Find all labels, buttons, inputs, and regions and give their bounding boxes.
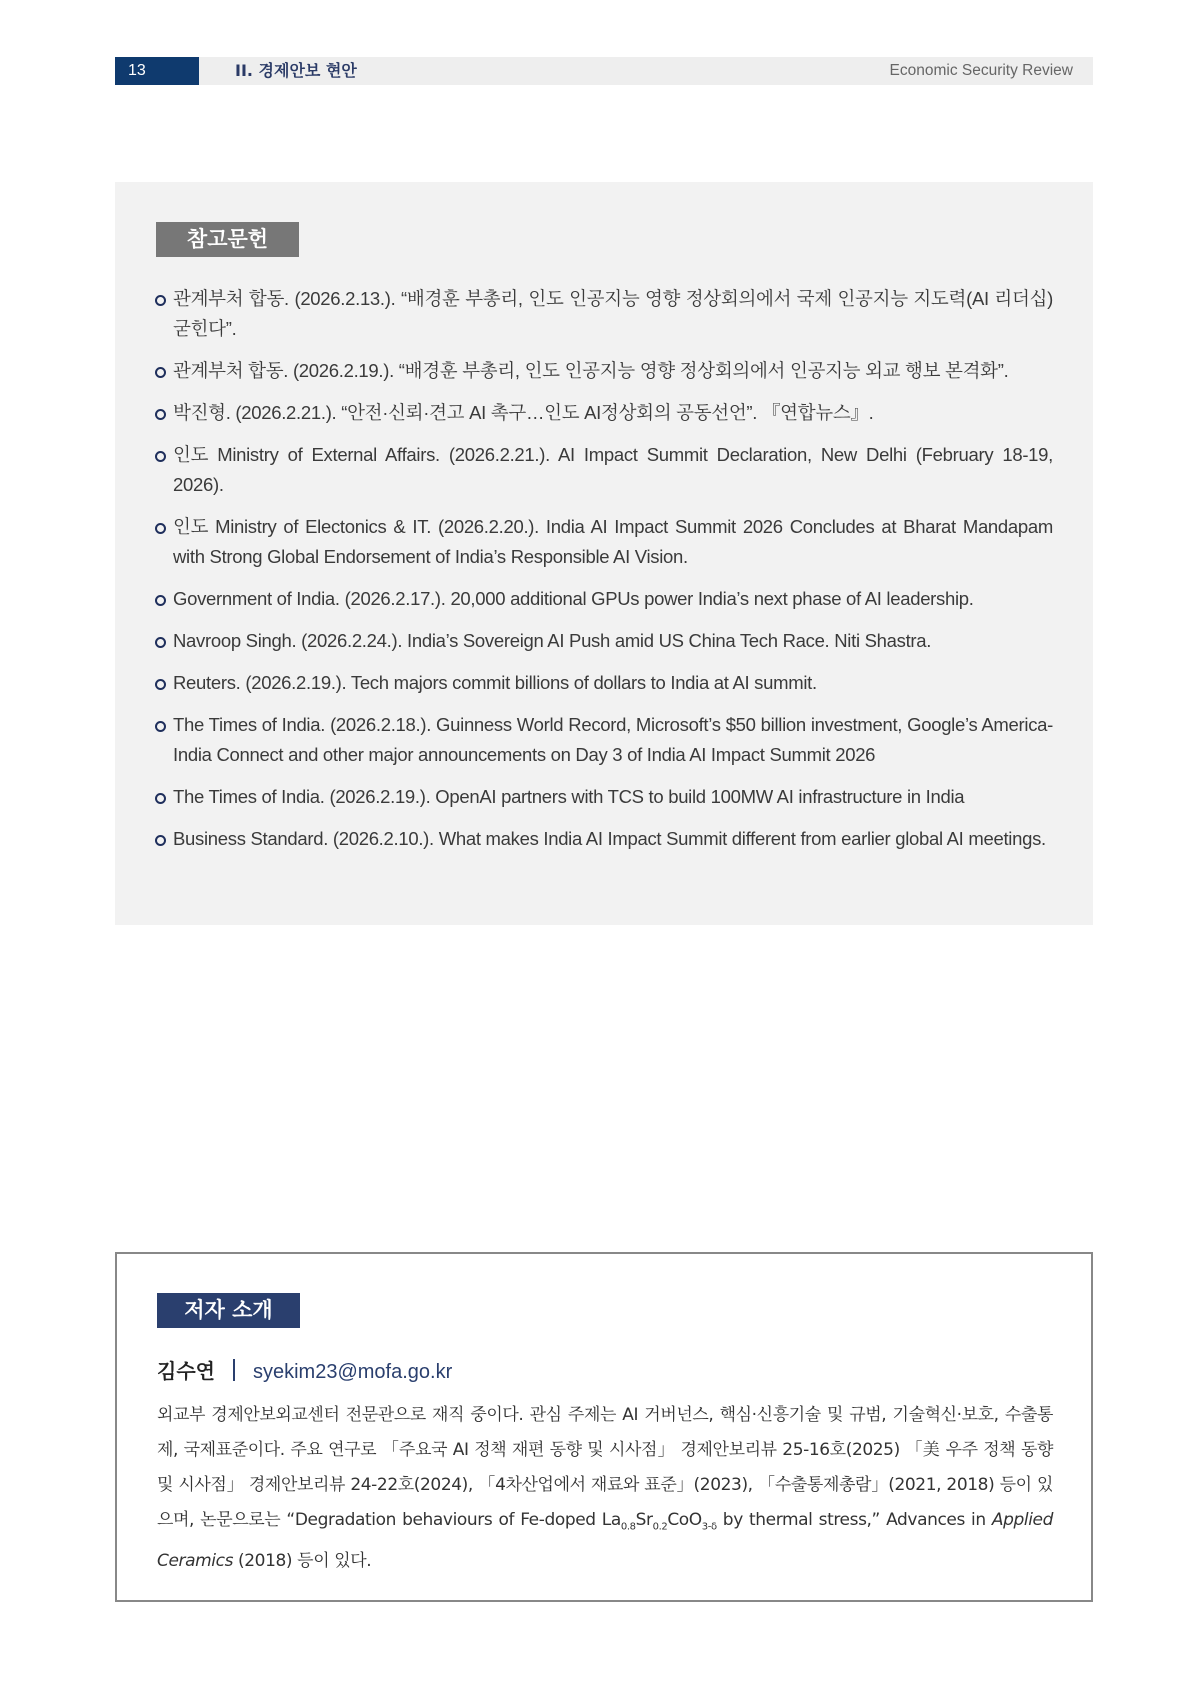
reference-item (155, 398, 1053, 428)
reference-item (155, 284, 1053, 344)
bio-text: (2018) 등이 있다. (233, 1551, 372, 1572)
reference-item (155, 440, 1053, 500)
circle-bullet-icon (155, 409, 166, 420)
reference-text: 관계부처 합동. (2026.2.19.). “배경훈 부총리, 인도 인공지능 영향 정상회의에서 인공지능 외교 행보 본격화”. (173, 360, 1009, 381)
bio-text: Sr (635, 1510, 653, 1530)
author-heading: 저자 소개 (157, 1293, 300, 1328)
references-section (115, 182, 1093, 925)
section-title: II. 경제안보 현안 (235, 61, 357, 80)
author-email-link[interactable]: syekim23@mofa.go.kr (252, 1361, 453, 1383)
reference-item (155, 626, 1053, 656)
reference-text: Reuters. (2026.2.19.). Tech majors commit billions of dollars to India at AI summit. (173, 672, 817, 693)
circle-bullet-icon (155, 679, 166, 690)
reference-text: The Times of India. (2026.2.18.). Guinness World Record, Microsoft’s $50 billion investment, Google’s America-India Connect and other major announcements on Day 3 of India AI Impact Summit 2026 (173, 714, 1053, 765)
bio-subscript: 3-δ (701, 1521, 717, 1533)
bio-subscript: 0.8 (620, 1521, 636, 1533)
circle-bullet-icon (155, 637, 166, 648)
circle-bullet-icon (155, 835, 166, 846)
bio-subscript: 0.2 (652, 1521, 668, 1533)
references-list (155, 284, 1053, 866)
journal-name: Economic Security Review (889, 62, 1073, 79)
reference-text: Business Standard. (2026.2.10.). What makes India AI Impact Summit different from earlier global AI meetings. (173, 828, 1046, 849)
circle-bullet-icon (155, 793, 166, 804)
reference-text: The Times of India. (2026.2.19.). OpenAI partners with TCS to build 100MW AI infrastructure in India (173, 786, 965, 807)
divider (233, 1359, 235, 1381)
author-bio (157, 1398, 1053, 1579)
reference-text: 인도 Ministry of External Affairs. (2026.2.21.). AI Impact Summit Declaration, New Delhi (February 18-19, 2026). (173, 444, 1053, 495)
circle-bullet-icon (155, 595, 166, 606)
circle-bullet-icon (155, 523, 166, 534)
reference-item (155, 584, 1053, 614)
author-contact (157, 1356, 452, 1387)
circle-bullet-icon (155, 367, 166, 378)
reference-item (155, 668, 1053, 698)
circle-bullet-icon (155, 295, 166, 306)
reference-text: Navroop Singh. (2026.2.24.). India’s Sovereign AI Push amid US China Tech Race. Niti Shastra. (173, 630, 932, 651)
reference-item (155, 356, 1053, 386)
reference-text: 박진형. (2026.2.21.). “안전·신뢰·견고 AI 촉구…인도 AI정상회의 공동선언”. 『연합뉴스』. (173, 402, 874, 423)
references-heading: 참고문헌 (156, 222, 299, 257)
reference-text: 인도 Ministry of Electonics & IT. (2026.2.20.). India AI Impact Summit 2026 Concludes at Bharat Mandapam with Strong Global Endorsement of India’s Responsible AI Vision. (173, 516, 1053, 567)
reference-item (155, 824, 1053, 854)
reference-item (155, 710, 1053, 770)
bio-text: CoO (667, 1510, 702, 1530)
bio-text: by thermal stress,” Advances in (716, 1510, 992, 1530)
page-number: 13 (115, 57, 199, 85)
circle-bullet-icon (155, 721, 166, 732)
author-section (115, 1252, 1093, 1602)
bio-text: 외교부 경제안보외교센터 전문관으로 재직 중이다. 관심 주제는 AI 거버넌스, 핵심·신흥기술 및 규범, 기술혁신·보호, 수출통제, 국제표준이다. 주요 연구로 「주요국 AI 정책 재편 동향 및 시사점」 경제안보리뷰 25-16호(2025) 「美 우주 정책 동향 및 시사점」 경제안보리뷰 24-22호(2024), 「4차산업에서 재료와 표준」(2023), 「수출통제총람」(2021, 2018) 등이 있으며, 논문으로는 “Degradation behaviours of Fe-doped La (157, 1405, 1053, 1530)
reference-item (155, 512, 1053, 572)
reference-item (155, 782, 1053, 812)
reference-text: Government of India. (2026.2.17.). 20,000 additional GPUs power India’s next phase of AI leadership. (173, 588, 974, 609)
circle-bullet-icon (155, 451, 166, 462)
running-header (115, 57, 1093, 85)
author-name: 김수연 (157, 1359, 215, 1383)
bio-journal-title: Applied Ceramics (157, 1510, 1053, 1572)
reference-text: 관계부처 합동. (2026.2.13.). “배경훈 부총리, 인도 인공지능 영향 정상회의에서 국제 인공지능 지도력(AI 리더십) 굳힌다”. (173, 288, 1053, 339)
